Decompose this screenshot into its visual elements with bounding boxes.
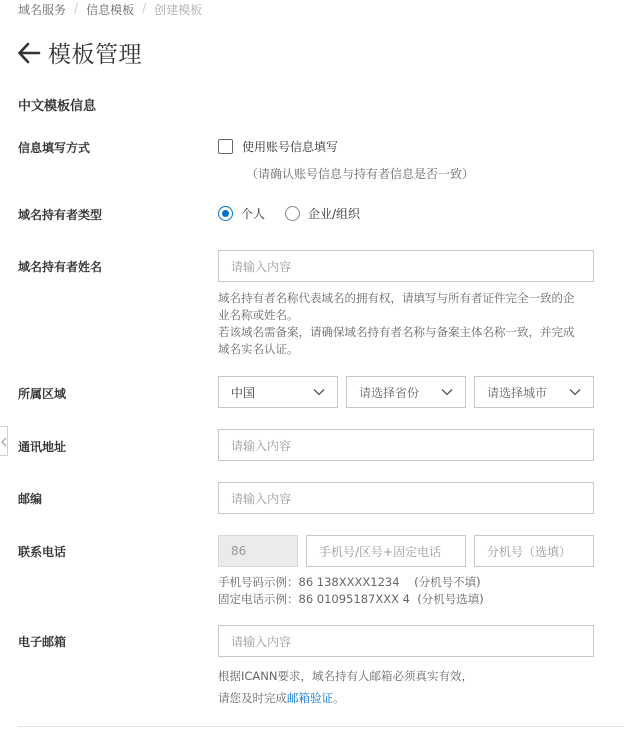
breadcrumb-item-create-template: 创建模板 [154, 3, 203, 17]
email-verify-link[interactable]: 邮箱验证 [287, 691, 333, 705]
owner-name-help-line: 若该域名需备案，请确保域名持有者名称与备案主体名称一致，并完成 [218, 325, 575, 339]
owner-name-help-line: 域名实名认证。 [218, 342, 299, 356]
owner-type-radio-group [218, 205, 380, 222]
chevron-down-icon [313, 388, 325, 396]
owner-type-label: 域名持有者类型 [18, 208, 103, 222]
country-code-input: 86 [218, 535, 298, 567]
address-input[interactable]: 请输入内容 [218, 429, 594, 461]
email-help-prefix: 请您及时完成 [218, 691, 287, 705]
email-help-suffix: 。 [333, 691, 345, 705]
breadcrumb-separator: / [142, 1, 147, 15]
radio-organization[interactable] [285, 205, 360, 222]
owner-name-help [218, 290, 598, 358]
breadcrumb [18, 1, 202, 18]
fill-method-label: 信息填写方式 [18, 141, 91, 155]
phone-help-line: 手机号码示例：86 138XXXX1234 (分机号不填) [218, 575, 481, 589]
breadcrumb-item-domain-service[interactable]: 域名服务 [18, 3, 67, 17]
owner-name-label: 域名持有者姓名 [18, 260, 103, 274]
use-account-info-checkbox[interactable] [218, 138, 338, 155]
radio-circle-checked[interactable] [218, 206, 233, 221]
city-select[interactable] [474, 376, 594, 408]
email-input[interactable]: 请输入内容 [218, 625, 594, 657]
side-collapse-tab[interactable] [0, 426, 8, 456]
fill-method-hint: （请确认账号信息与持有者信息是否一致） [246, 167, 475, 181]
section-title: 中文模板信息 [18, 99, 97, 114]
country-select[interactable] [218, 376, 338, 408]
phone-extension-input[interactable]: 分机号（选填） [474, 535, 594, 567]
radio-organization-label: 企业/组织 [308, 207, 361, 221]
address-label: 通讯地址 [18, 440, 67, 454]
bottom-divider [18, 726, 624, 727]
province-select[interactable] [346, 376, 466, 408]
phone-number-input[interactable]: 手机号/区号+固定电话 [306, 535, 466, 567]
phone-help [218, 574, 598, 608]
postcode-input[interactable]: 请输入内容 [218, 482, 594, 514]
radio-individual[interactable] [218, 205, 265, 222]
phone-help-line: 固定电话示例：86 01095187XXX 4 (分机号选填) [218, 592, 484, 606]
email-help [218, 665, 598, 709]
province-select-placeholder: 请选择省份 [359, 385, 420, 400]
checkbox-box[interactable] [218, 139, 233, 154]
owner-name-input[interactable]: 请输入内容 [218, 250, 594, 282]
country-select-value: 中国 [231, 385, 256, 400]
radio-individual-label: 个人 [241, 207, 266, 221]
phone-label: 联系电话 [18, 545, 67, 559]
email-help-line: 根据ICANN要求，域名持有人邮箱必须真实有效， [218, 669, 473, 683]
chevron-down-icon [569, 388, 581, 396]
email-help-line [218, 687, 598, 709]
postcode-label: 邮编 [18, 492, 43, 506]
page-header [16, 36, 142, 69]
radio-circle[interactable] [285, 206, 300, 221]
chevron-down-icon [441, 388, 453, 396]
chevron-left-icon [1, 432, 7, 451]
owner-name-help-line: 域名持有者名称代表域名的拥有权，请填写与所有者证件完全一致的企 [218, 291, 575, 305]
breadcrumb-separator: / [74, 1, 79, 15]
city-select-placeholder: 请选择城市 [487, 385, 548, 400]
region-label: 所属区域 [18, 387, 67, 401]
checkbox-label: 使用账号信息填写 [242, 140, 339, 154]
page-title: 模板管理 [48, 42, 142, 68]
breadcrumb-item-info-template[interactable]: 信息模板 [86, 3, 135, 17]
email-label: 电子邮箱 [18, 635, 67, 649]
owner-name-help-line: 业名称或姓名。 [218, 308, 299, 322]
arrow-left-icon[interactable] [16, 40, 42, 66]
